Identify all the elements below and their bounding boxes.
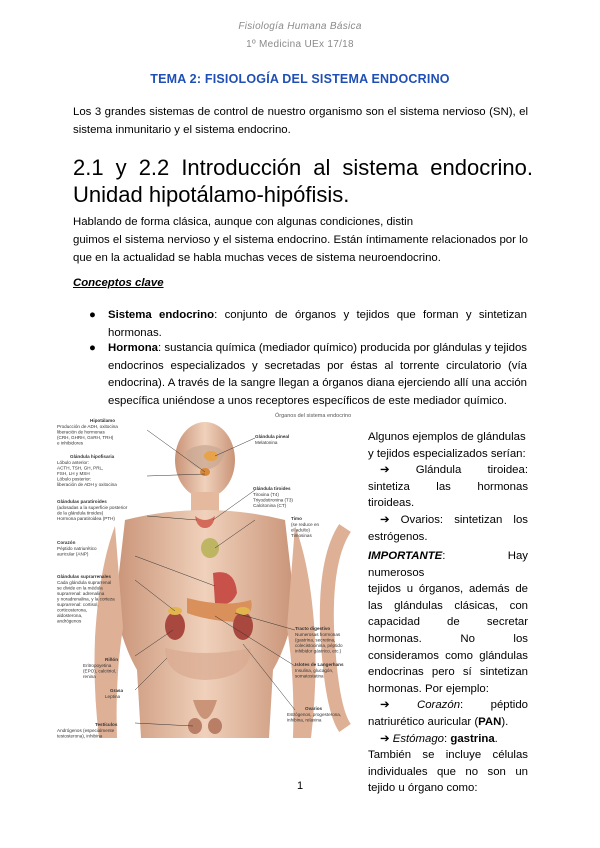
section-heading: 2.1 y 2.2 Introducción al sistema endocrino. Unidad hipotálamo-hipófisis. <box>73 155 533 207</box>
bullet-text: : conjunto de órganos y tejidos que forman y sintetizan hormonas. <box>108 309 527 339</box>
fig-label-line: Insulina, glucagón, <box>295 668 334 673</box>
fig-label-title: Riñón <box>105 657 119 662</box>
header-course: Fisiología Humana Básica <box>238 21 362 32</box>
fig-label-line: Tiroxina (T4) <box>253 492 279 497</box>
fig-label-line: inhibina, relaxina <box>287 717 322 723</box>
bullet-dot: ● <box>89 309 96 321</box>
fig-label-line: corticosterona, <box>57 607 88 613</box>
fig-label-line: ACTH, TSH, GH, PRL, <box>57 465 104 471</box>
fig-label-title: Testículos <box>95 722 118 727</box>
ejemplos-line: y tejidos especializados serían: <box>368 447 526 460</box>
header-group: 1º Medicina UEx 17/18 <box>246 39 354 50</box>
arrow-icon: ➔ <box>380 464 390 477</box>
tambien-line: También se incluye células <box>368 749 528 762</box>
fig-label-line: colecistocinina, péptido <box>295 643 343 648</box>
bullet-hormona <box>89 340 527 410</box>
corazon-line1: ➔ Corazón: péptido <box>380 699 528 712</box>
ovarios-line1: ➔ Ovarios: sintetizan los <box>380 513 528 526</box>
importante-block <box>368 548 528 797</box>
fig-label-line: Péptido natriurético <box>57 546 97 551</box>
fig-label-line: se divide en la médula <box>57 585 103 591</box>
tambien-line: tejido u órgano como: <box>368 782 478 795</box>
conceptos-heading: Conceptos clave <box>73 277 164 289</box>
fig-label-line: aldosterona, <box>57 613 83 618</box>
hablando-paragraph <box>73 213 528 267</box>
fig-label-line: liberación de ADH y oxitocina <box>57 482 117 487</box>
ejemplos-block <box>368 429 528 545</box>
fig-label-line: Calcitonina (CT) <box>253 503 287 508</box>
fig-label-line: Timosinas <box>291 533 312 538</box>
estomago-line: ➔ Estómago: gastrina. <box>380 732 498 745</box>
fig-label-line: (EPO), calcitriol, <box>83 668 117 674</box>
importante-line: hormonas. Por ejemplo: <box>368 682 489 695</box>
fig-label-line: (adosadas a la superficie posterior <box>57 505 128 510</box>
fig-label-line: suprarrenal: cortisol, <box>57 602 99 607</box>
arrow-icon: ➔ <box>380 699 390 712</box>
fig-label-line: auricular (ANP) <box>57 551 89 557</box>
fig-label-line: (se reduce en <box>291 522 320 527</box>
fig-label-title: Tracto digestivo <box>295 626 331 631</box>
importante-line: tejidos u órganos, además de <box>368 583 528 596</box>
fig-label-title: Glándula tiroides <box>253 486 291 491</box>
fig-label-line: Triyodotironina (T3) <box>253 497 293 503</box>
fig-label-title: Hipotálamo <box>90 418 116 423</box>
hablando-line2: guimos el sistema nervioso y el sistema endocrino. Están íntimamente relacionados por lo que en la actualidad se habla muchas veces de sistema neuroendocrino. <box>73 234 528 264</box>
tiroidea-line2: sintetiza las hormonas <box>368 480 529 493</box>
fig-label-line: e inhibidores <box>57 440 84 446</box>
bullet-text: : sustancia química (mediador químico) producida por glándulas y tejidos endocrinos especializados y secretadas por éstas al torrente circulatorio (vía endocrina). A través de la sangre llegan a órganos diana ejerciendo allí una acción específica uniéndose a unos receptores específicos de este mediador químico. <box>108 342 527 407</box>
bullet-sistema-endocrino <box>89 307 527 342</box>
fig-label-line: Producción de ADH, oxitocina <box>57 424 118 429</box>
fig-label-line: el adulto) <box>291 527 310 533</box>
intro-paragraph: Los 3 grandes sistemas de control de nuestro organismo son el sistema nervioso (SN), el sistema inmunitario y el sistema endocrino. <box>73 106 528 136</box>
ovarios-line2: estrógenos. <box>368 530 428 543</box>
fig-label-line: Numerosas hormonas <box>295 632 341 637</box>
fig-label-title: Islotes de Langerhans <box>295 662 344 667</box>
fig-label-line: Eritropoyetina <box>83 663 112 668</box>
fig-label-title: Corazón <box>57 540 76 545</box>
endocrine-anatomy-figure <box>55 408 360 748</box>
chapter-title: TEMA 2: FISIOLOGÍA DEL SISTEMA ENDOCRINO <box>150 72 450 86</box>
fig-label-line: suprarrenal: adrenalina <box>57 591 105 596</box>
fig-label-line: Lóbulo anterior: <box>57 460 89 465</box>
fig-label-line: de la glándula tiroides) <box>57 510 104 516</box>
fig-label-title: Glándula pineal <box>255 434 290 439</box>
fig-label-title: Glándulas paratiroides <box>57 499 107 504</box>
fig-label-title: Grasa <box>110 688 124 693</box>
arrow-icon: ➔ <box>380 513 390 526</box>
bullet-term: Hormona <box>108 342 158 354</box>
importante-line: consideramos como glándulas <box>368 649 528 662</box>
fig-label-line: liberación de hormonas <box>57 429 105 435</box>
fig-label-line: Hormona paratiroidea (PTH) <box>57 516 115 521</box>
fig-label-line: Lóbulo posterior: <box>57 476 92 482</box>
fig-label-line: somatostatina <box>295 673 324 679</box>
bullet-term: Sistema endocrino <box>108 309 215 321</box>
fig-label-title: Glándula hipofisaria <box>70 454 115 459</box>
bullet-dot: ● <box>89 342 96 354</box>
fig-label-line: FSH, LH y MSH <box>57 471 90 476</box>
tiroidea-line1: ➔ Glándula tiroidea: <box>380 464 528 477</box>
figure-caption: Órganos del sistema endocrino <box>275 413 352 419</box>
hablando-line1: Hablando de forma clásica, aunque con algunas condiciones, distin <box>73 216 414 228</box>
tiroidea-line3: tiroideas. <box>368 497 415 510</box>
tambien-line: individuales que no son un <box>368 765 528 778</box>
fig-label-line: inhibidor gástrico, etc.) <box>295 648 342 654</box>
fig-label-line: Cada glándula suprarrenal <box>57 580 112 585</box>
page-number: 1 <box>296 780 304 792</box>
fig-label-line: y noradrenalina, y la corteza <box>57 596 115 602</box>
importante-line: IMPORTANTE: Hay numerosos <box>368 550 528 579</box>
fig-label-line: renina <box>83 674 96 679</box>
fig-label-line: Leptina <box>105 694 121 699</box>
fig-label-title: Ovarios <box>305 706 323 711</box>
fig-label-title: Timo <box>291 516 302 521</box>
fig-label-line: testosterona), inhibina <box>57 733 103 739</box>
ejemplos-line: Algunos ejemplos de glándulas <box>368 431 526 443</box>
fig-label-line: (CRH, GHRH, GnRH, TRH) <box>57 435 114 440</box>
fig-label-line: Estrógenos, progesterona, <box>287 712 342 717</box>
fig-label-line: Andrógenos (especialmente <box>57 728 115 733</box>
fig-label-line: Melatonina <box>255 440 278 445</box>
importante-line: capacidad de secretar <box>368 616 528 629</box>
fig-label-title: Glándulas suprarrenales <box>57 574 111 579</box>
importante-line: endocrinas pero sí sintetizan <box>368 666 528 679</box>
importante-line: hormonas. No los <box>368 632 528 645</box>
arrow-icon: ➔ <box>380 732 390 745</box>
corazon-line2: natriurético auricular (PAN). <box>368 715 509 728</box>
importante-line: las glándulas clásicas, con <box>368 599 528 612</box>
fig-label-line: andrógenos <box>57 618 82 624</box>
fig-label-line: (gastrina, secretina, <box>295 637 336 643</box>
